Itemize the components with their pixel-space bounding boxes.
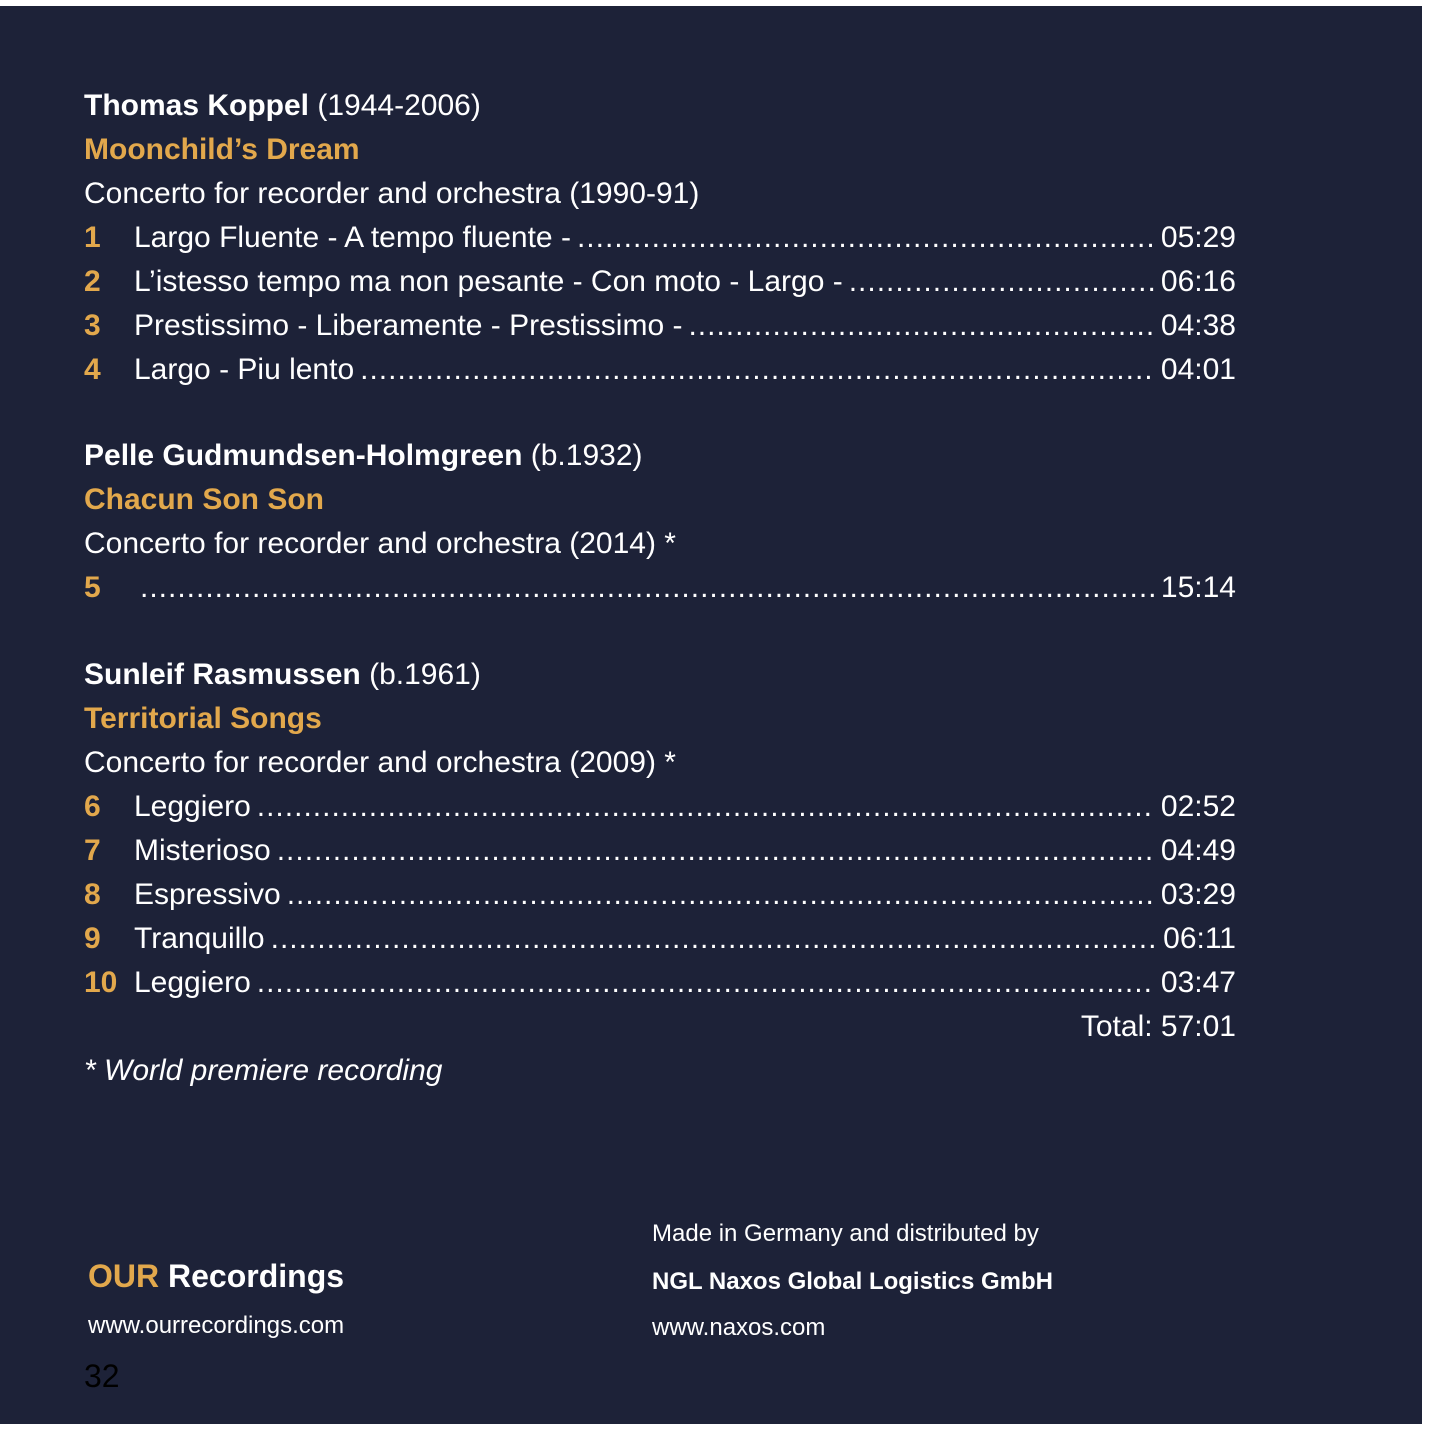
- composer-line: [84, 653, 1244, 697]
- track-title: Leggiero: [134, 966, 251, 999]
- track-duration: 03:47: [1160, 966, 1236, 999]
- work-title: Moonchild’s Dream: [84, 133, 360, 166]
- track-duration: 06:16: [1160, 265, 1236, 298]
- track-duration: 04:49: [1160, 834, 1236, 867]
- track-row: [84, 961, 1244, 1005]
- track-number: 5: [84, 571, 101, 604]
- dot-leader: [271, 917, 1158, 961]
- track-number: 9: [84, 922, 101, 955]
- dot-leader: [688, 304, 1154, 348]
- total-duration: Total: 57:01: [1080, 1010, 1236, 1043]
- track-title: Misterioso: [134, 834, 271, 867]
- work-description: Concerto for recorder and orchestra (2009) *: [84, 746, 676, 779]
- distributor-url: www.naxos.com: [652, 1314, 826, 1341]
- track-title: Leggiero: [134, 790, 251, 823]
- dot-leader: [849, 260, 1155, 304]
- track-row: [84, 216, 1244, 260]
- track-number: 7: [84, 834, 101, 867]
- track-duration: 05:29: [1160, 221, 1236, 254]
- track-duration: 06:11: [1163, 922, 1236, 955]
- track-number: 8: [84, 878, 101, 911]
- track-duration: 03:29: [1160, 878, 1236, 911]
- track-row: [84, 304, 1244, 348]
- dot-leader: [257, 785, 1155, 829]
- track-number: 1: [84, 221, 101, 254]
- distribution-line: Made in Germany and distributed by: [652, 1220, 1039, 1247]
- composer-line: [84, 434, 1244, 478]
- composer-name: Pelle Gudmundsen-Holmgreen: [84, 439, 523, 472]
- work-gudmundsen-holmgreen: [84, 434, 1244, 610]
- booklet-page: [0, 6, 1422, 1424]
- track-duration: 04:01: [1160, 353, 1236, 386]
- work-title: Chacun Son Son: [84, 483, 324, 516]
- dot-leader: [287, 873, 1155, 917]
- track-title: Tranquillo: [134, 922, 265, 955]
- track-title: L’istesso tempo ma non pesante - Con moto - Largo -: [134, 265, 843, 298]
- track-title: Largo Fluente - A tempo fluente -: [134, 221, 571, 254]
- track-number: 6: [84, 790, 101, 823]
- dot-leader: [257, 961, 1155, 1005]
- track-list: [84, 785, 1244, 1005]
- composer-name: Sunleif Rasmussen: [84, 658, 361, 691]
- track-row: [84, 873, 1244, 917]
- label-logo-our: OUR: [88, 1258, 160, 1294]
- track-title: Espressivo: [134, 878, 281, 911]
- track-number: 10: [84, 966, 118, 999]
- work-title: Territorial Songs: [84, 702, 322, 735]
- work-description: Concerto for recorder and orchestra (1990-91): [84, 177, 700, 210]
- track-list: [84, 566, 1244, 610]
- page-number: 32: [84, 1358, 120, 1394]
- track-row: [84, 260, 1244, 304]
- composer-dates: (b.1932): [530, 439, 643, 472]
- work-description: Concerto for recorder and orchestra (2014) *: [84, 527, 676, 560]
- work-rasmussen: [84, 653, 1244, 1093]
- track-duration: 15:14: [1160, 571, 1236, 604]
- composer-dates: (b.1961): [369, 658, 481, 691]
- track-number: 3: [84, 309, 101, 342]
- track-duration: 02:52: [1160, 790, 1236, 823]
- dot-leader: [360, 348, 1155, 392]
- composer-line: [84, 84, 1244, 128]
- track-row: [84, 829, 1244, 873]
- label-logo: [88, 1258, 344, 1295]
- distributor-name: NGL Naxos Global Logistics GmbH: [652, 1268, 1053, 1295]
- track-row: [84, 566, 1244, 610]
- track-list: [84, 216, 1244, 392]
- dot-leader: [140, 566, 1155, 610]
- dot-leader: [277, 829, 1155, 873]
- label-logo-recordings: Recordings: [168, 1258, 345, 1294]
- track-title: Prestissimo - Liberamente - Prestissimo -: [134, 309, 683, 342]
- track-number: 2: [84, 265, 101, 298]
- work-koppel: [84, 84, 1244, 392]
- composer-dates: (1944-2006): [317, 89, 481, 122]
- track-title: Largo - Piu lento: [134, 353, 355, 386]
- track-row: [84, 348, 1244, 392]
- dot-leader: [577, 216, 1155, 260]
- track-row: [84, 917, 1244, 961]
- label-url: www.ourrecordings.com: [88, 1312, 345, 1339]
- track-number: 4: [84, 353, 101, 386]
- track-duration: 04:38: [1160, 309, 1236, 342]
- premiere-note: * World premiere recording: [84, 1054, 443, 1087]
- composer-name: Thomas Koppel: [84, 89, 310, 122]
- track-row: [84, 785, 1244, 829]
